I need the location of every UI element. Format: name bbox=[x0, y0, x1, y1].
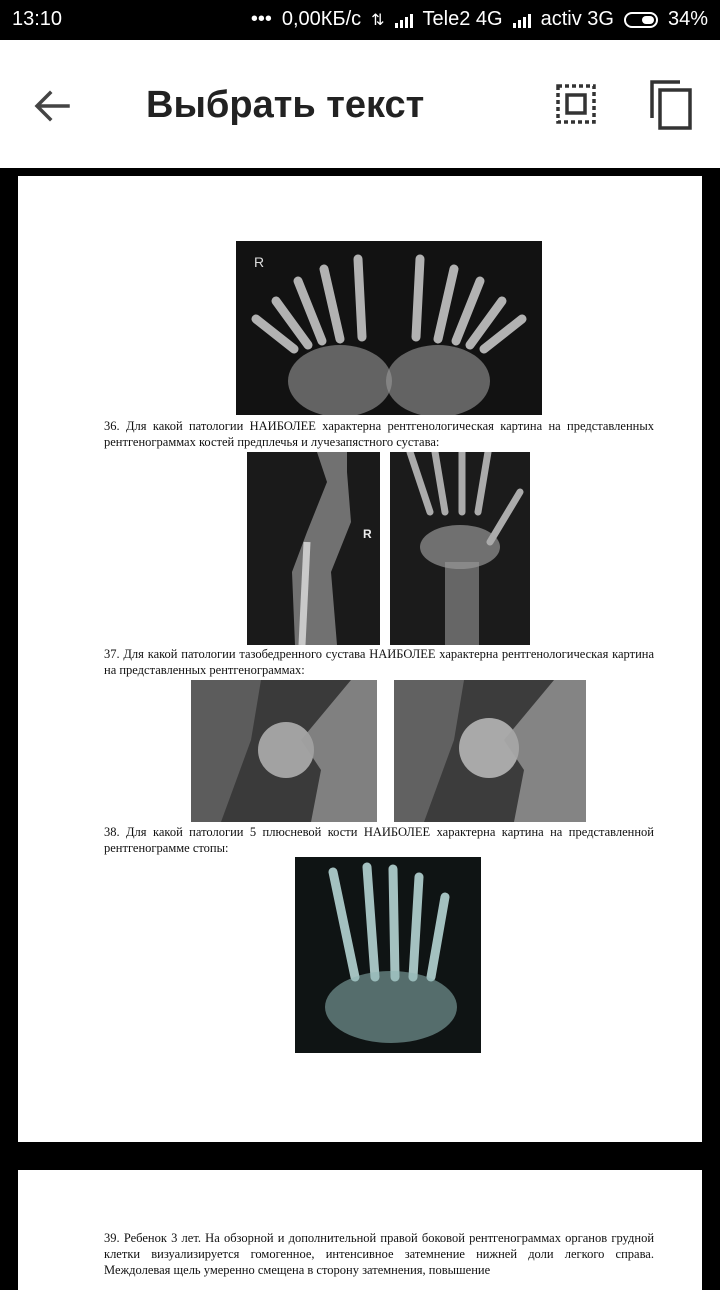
xray-image-forearm-lateral bbox=[247, 452, 380, 645]
question-text: Для какой патологии НАИБОЛЕЕ характерна рентгенологическая картина на представленных рентгенограммах костей предплечья и лучезапястного сустава: bbox=[104, 419, 654, 449]
back-button[interactable] bbox=[22, 76, 82, 136]
question-number: 39. bbox=[104, 1231, 120, 1245]
status-time: 13:10 bbox=[12, 8, 63, 30]
question-text: Для какой патологии тазобедренного сустава НАИБОЛЕЕ характерна рентгенологическая картина на представленных рентгенограммах: bbox=[104, 647, 654, 677]
question-39 bbox=[104, 1230, 654, 1278]
question-number: 38. bbox=[104, 825, 120, 839]
copy-icon bbox=[646, 78, 698, 132]
select-all-button[interactable] bbox=[552, 80, 600, 128]
data-arrows-icon: ⇅ bbox=[371, 11, 385, 29]
question-text: Ребенок 3 лет. На обзорной и дополнительной правой боковой рентгенограммах органов грудной клетки визуализируется гомогенное, интенсивное затемнение нижней доли легкого справа. Междолевая щель умеренно смещена в сторону затемнения, повышение bbox=[104, 1231, 655, 1277]
network-speed: 0,00КБ/с bbox=[281, 8, 362, 30]
document-page-2 bbox=[18, 1170, 702, 1290]
xray-image-hip-left bbox=[191, 680, 377, 822]
status-right bbox=[251, 8, 708, 31]
xray-image-foot bbox=[295, 857, 481, 1053]
carrier-2: activ 3G bbox=[540, 8, 614, 30]
xray-marker-r-2: R bbox=[363, 527, 372, 541]
arrow-left-icon bbox=[22, 76, 82, 136]
xray-marker-r: R bbox=[254, 254, 265, 270]
select-all-icon bbox=[552, 80, 600, 128]
battery-icon bbox=[624, 12, 658, 28]
question-37 bbox=[104, 646, 654, 678]
xray-image-hip-right bbox=[394, 680, 586, 822]
xray-image-wrist-ap bbox=[390, 452, 530, 645]
carrier-1: Tele2 4G bbox=[422, 8, 503, 30]
question-number: 36. bbox=[104, 419, 120, 433]
question-36 bbox=[104, 418, 654, 450]
status-bar bbox=[0, 0, 720, 40]
question-38 bbox=[104, 824, 654, 856]
question-text: Для какой патологии 5 плюсневой кости НАИБОЛЕЕ характерна картина на представленной рентгенограмме стопы: bbox=[104, 825, 654, 855]
signal-icon-2 bbox=[513, 12, 531, 28]
document-page-1 bbox=[18, 176, 702, 1142]
battery-percent: 34% bbox=[667, 8, 708, 30]
notification-dots: ••• bbox=[250, 8, 272, 30]
page-title: Выбрать текст bbox=[146, 84, 425, 126]
signal-icon-1 bbox=[395, 12, 413, 28]
app-bar bbox=[0, 40, 720, 168]
question-number: 37. bbox=[104, 647, 120, 661]
xray-image-hands bbox=[236, 241, 542, 415]
copy-button[interactable] bbox=[646, 78, 698, 132]
